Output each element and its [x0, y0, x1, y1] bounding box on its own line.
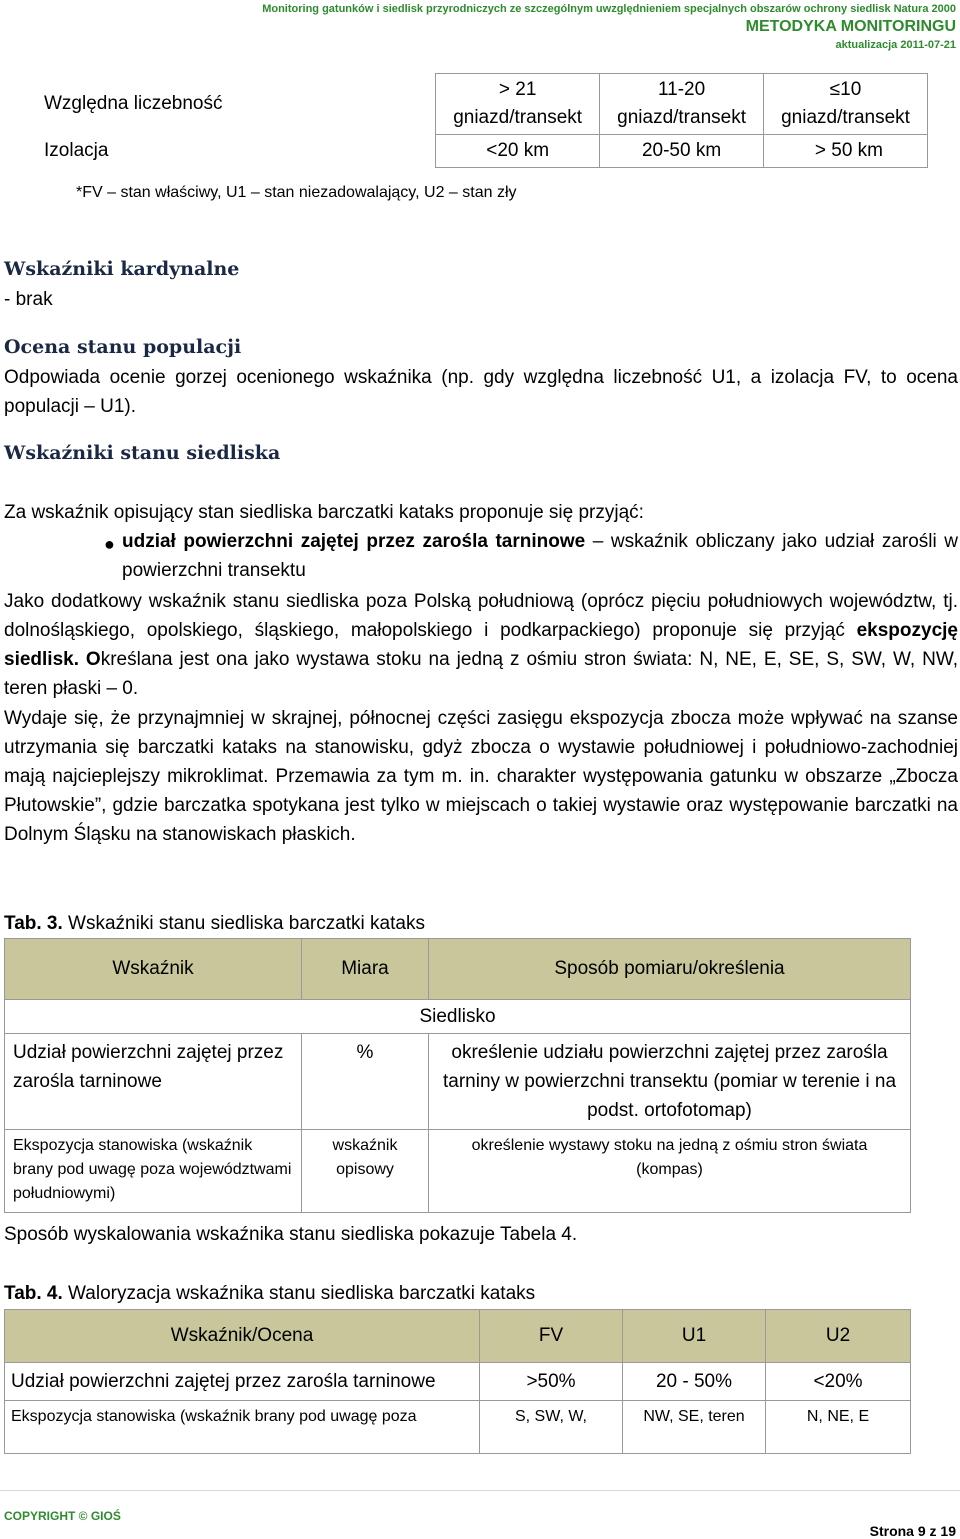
table-cell: S, SW, W, [480, 1401, 623, 1454]
table-cell: określenie udziału powierzchni zajętej przez zarośla tarniny w powierzchni transektu (pomiar w terenie i na podst. ortofotomap) [429, 1034, 911, 1130]
table-row [5, 1130, 911, 1213]
table-caption [4, 1279, 535, 1308]
column-header: Wskaźnik [5, 939, 302, 1000]
table-cell: <20% [766, 1363, 911, 1401]
caption-label: Tab. 3. [4, 913, 63, 934]
population-table [36, 73, 928, 168]
section-text: - brak [4, 289, 53, 310]
column-header: Sposób pomiaru/określenia [429, 939, 911, 1000]
column-header: U2 [766, 1310, 911, 1363]
table-cell: Udział powierzchni zajętej przez zarośla tarninowe [5, 1363, 480, 1401]
table-cell: <20 km [436, 135, 600, 168]
habitat-valuation-table [4, 1309, 911, 1454]
row-label: Izolacja [44, 139, 109, 161]
paragraph-text: Jako dodatkowy wskaźnik stanu siedliska poza Polską południową (oprócz pięciu południowych województw, tj. dolnośląskiego, opolskiego, śląskiego, małopolskiego i podkarpackiego) proponuje się przyjąć [4, 591, 958, 641]
header-subtitle: METODYKA MONITORINGU [745, 18, 956, 35]
table-header-row [5, 939, 911, 1000]
table-cell: 20 - 50% [623, 1363, 766, 1401]
paragraph: Za wskaźnik opisujący stan siedliska barczatki kataks proponuje się przyjąć: [4, 502, 644, 523]
table-group-row [5, 1000, 911, 1034]
section-text: Odpowiada ocenie gorzej ocenionego wskaźnika (np. gdy względna liczebność U1, a izolacja FV, to ocena populacji – U1). [4, 367, 958, 417]
column-header: Miara [302, 939, 429, 1000]
caption-label: Tab. 4. [4, 1283, 63, 1304]
table-cell: wskaźnik opisowy [302, 1130, 429, 1213]
table-cell: 11-20 gniazd/transekt [600, 74, 764, 135]
copyright: COPYRIGHT © GIOŚ [4, 1509, 121, 1523]
table-cell: % [302, 1034, 429, 1130]
paragraph-text: kreślana jest ona jako wystawa stoku na jedną z ośmiu stron świata: N, NE, E, SE, S, SW, W, NW, teren płaski – 0. [4, 649, 958, 699]
section-heading: Wskaźniki stanu siedliska [4, 442, 281, 464]
table-row [5, 1034, 911, 1130]
header-date: aktualizacja 2011-07-21 [835, 39, 956, 51]
table-header-row [5, 1310, 911, 1363]
table-row [5, 1401, 911, 1454]
table-cell: Ekspozycja stanowiska (wskaźnik brany pod uwagę poza województwami południowymi) [5, 1130, 302, 1213]
caption-text: Wskaźniki stanu siedliska barczatki kataks [62, 913, 425, 934]
table-row [36, 135, 928, 168]
section-heading: Wskaźniki kardynalne [4, 258, 240, 280]
table-caption [4, 909, 425, 938]
table-row [5, 1363, 911, 1401]
paragraph [4, 587, 958, 703]
column-header: Wskaźnik/Ocena [5, 1310, 480, 1363]
table-cell: NW, SE, teren [623, 1401, 766, 1454]
page-number: Strona 9 z 19 [869, 1523, 956, 1539]
table-cell: Ekspozycja stanowiska (wskaźnik brany pod uwagę poza [5, 1401, 480, 1454]
header-title: Monitoring gatunków i siedlisk przyrodniczych ze szczególnym uwzględnieniem specjalnych obszarów ochrony siedlisk Natura 2000 [262, 3, 956, 15]
bullet-item [122, 527, 958, 585]
table-cell: 20-50 km [600, 135, 764, 168]
row-label: Względna liczebność [44, 93, 223, 114]
table-cell: > 50 km [764, 135, 928, 168]
table-cell: określenie wystawy stoku na jedną z ośmiu stron świata (kompas) [429, 1130, 911, 1213]
table-cell: N, NE, E [766, 1401, 911, 1454]
column-header: FV [480, 1310, 623, 1363]
table-cell: > 21 gniazd/transekt [436, 74, 600, 135]
group-label: Siedlisko [5, 1000, 911, 1034]
column-header: U1 [623, 1310, 766, 1363]
paragraph-bold: ekspozycję siedlisk. O [4, 620, 958, 670]
section-heading: Ocena stanu populacji [4, 336, 242, 358]
bullet-bold-text: udział powierzchni zajętej przez zarośla tarninowe [122, 531, 586, 552]
footer-divider [0, 1490, 960, 1491]
paragraph: Sposób wyskalowania wskaźnika stanu siedliska pokazuje Tabela 4. [4, 1224, 578, 1245]
habitat-indicators-table [4, 938, 911, 1213]
bullet-text: – wskaźnik obliczany jako udział zarośli w powierzchni transektu [122, 531, 958, 581]
table-row [36, 74, 928, 135]
caption-text: Waloryzacja wskaźnika stanu siedliska barczatki kataks [62, 1283, 536, 1304]
bullet-icon: ● [104, 534, 115, 554]
status-footnote: *FV – stan właściwy, U1 – stan niezadowalający, U2 – stan zły [76, 184, 517, 201]
table-cell: Udział powierzchni zajętej przez zarośla tarninowe [5, 1034, 302, 1130]
paragraph: Wydaje się, że przynajmniej w skrajnej, północnej części zasięgu ekspozycja zbocza może wpływać na szanse utrzymania się barczatki kataks na stanowisku, gdyż zbocza o wystawie południowej i południowo-zachodniej mają najcieplejszy mikroklimat. Przemawia za tym m. in. charakter występowania gatunku w obszarze „Zbocza Płutowskie”, gdzie barczatka spotykana jest tylko w miejscach o takiej wystawie oraz występowanie barczatki na Dolnym Śląsku na stanowiskach płaskich. [4, 708, 958, 845]
table-cell: ≤10 gniazd/transekt [764, 74, 928, 135]
table-cell: >50% [480, 1363, 623, 1401]
